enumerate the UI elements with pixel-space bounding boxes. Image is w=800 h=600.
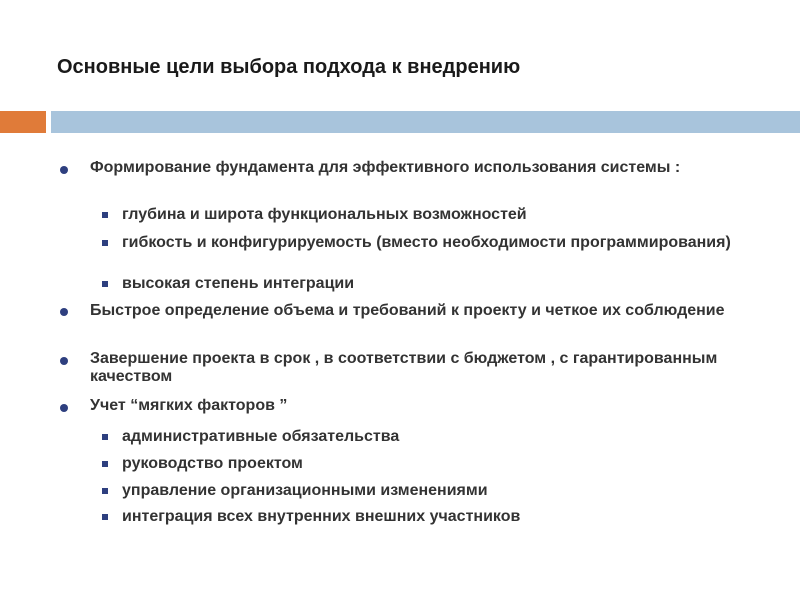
- sub-bullet-icon: [102, 240, 108, 246]
- sub-bullet-icon: [102, 281, 108, 287]
- sub-bullet-icon: [102, 514, 108, 520]
- bullet-icon: [60, 308, 68, 316]
- bullet-text: Быстрое определение объема и требований к проекту и четкое их соблюдение: [90, 302, 725, 319]
- bullet-text: Учет “мягких факторов ”: [90, 397, 288, 414]
- sub-bullet-icon: [102, 434, 108, 440]
- sub-bullet-icon: [102, 461, 108, 467]
- list-item: [90, 159, 740, 177]
- sub-list-item: высокая степень интеграции: [122, 275, 355, 292]
- sub-list-item: руководство проектом: [122, 455, 303, 472]
- sub-list-item: интеграция всех внутренних внешних участников: [122, 508, 521, 525]
- sub-bullet-icon: [102, 488, 108, 494]
- bullet-text: Завершение проекта в срок , в соответствии с бюджетом , с гарантированным качеством: [90, 350, 718, 385]
- bullet-icon: [60, 357, 68, 365]
- sub-list-item: гибкость и конфигурируемость (вместо необходимости программирования): [122, 234, 731, 251]
- list-item: [90, 302, 740, 320]
- bullet-text: Формирование фундамента для эффективного использования системы :: [90, 159, 681, 176]
- sub-bullet-icon: [102, 212, 108, 218]
- list-item: [90, 397, 740, 415]
- sub-list-item: административные обязательства: [122, 428, 400, 445]
- slide-title: Основные цели выбора подхода к внедрению: [57, 56, 521, 78]
- sub-list-item: глубина и широта функциональных возможностей: [122, 206, 527, 223]
- bullet-icon: [60, 166, 68, 174]
- sub-list-item: управление организационными изменениями: [122, 482, 488, 499]
- list-item: [90, 350, 740, 386]
- bullet-icon: [60, 404, 68, 412]
